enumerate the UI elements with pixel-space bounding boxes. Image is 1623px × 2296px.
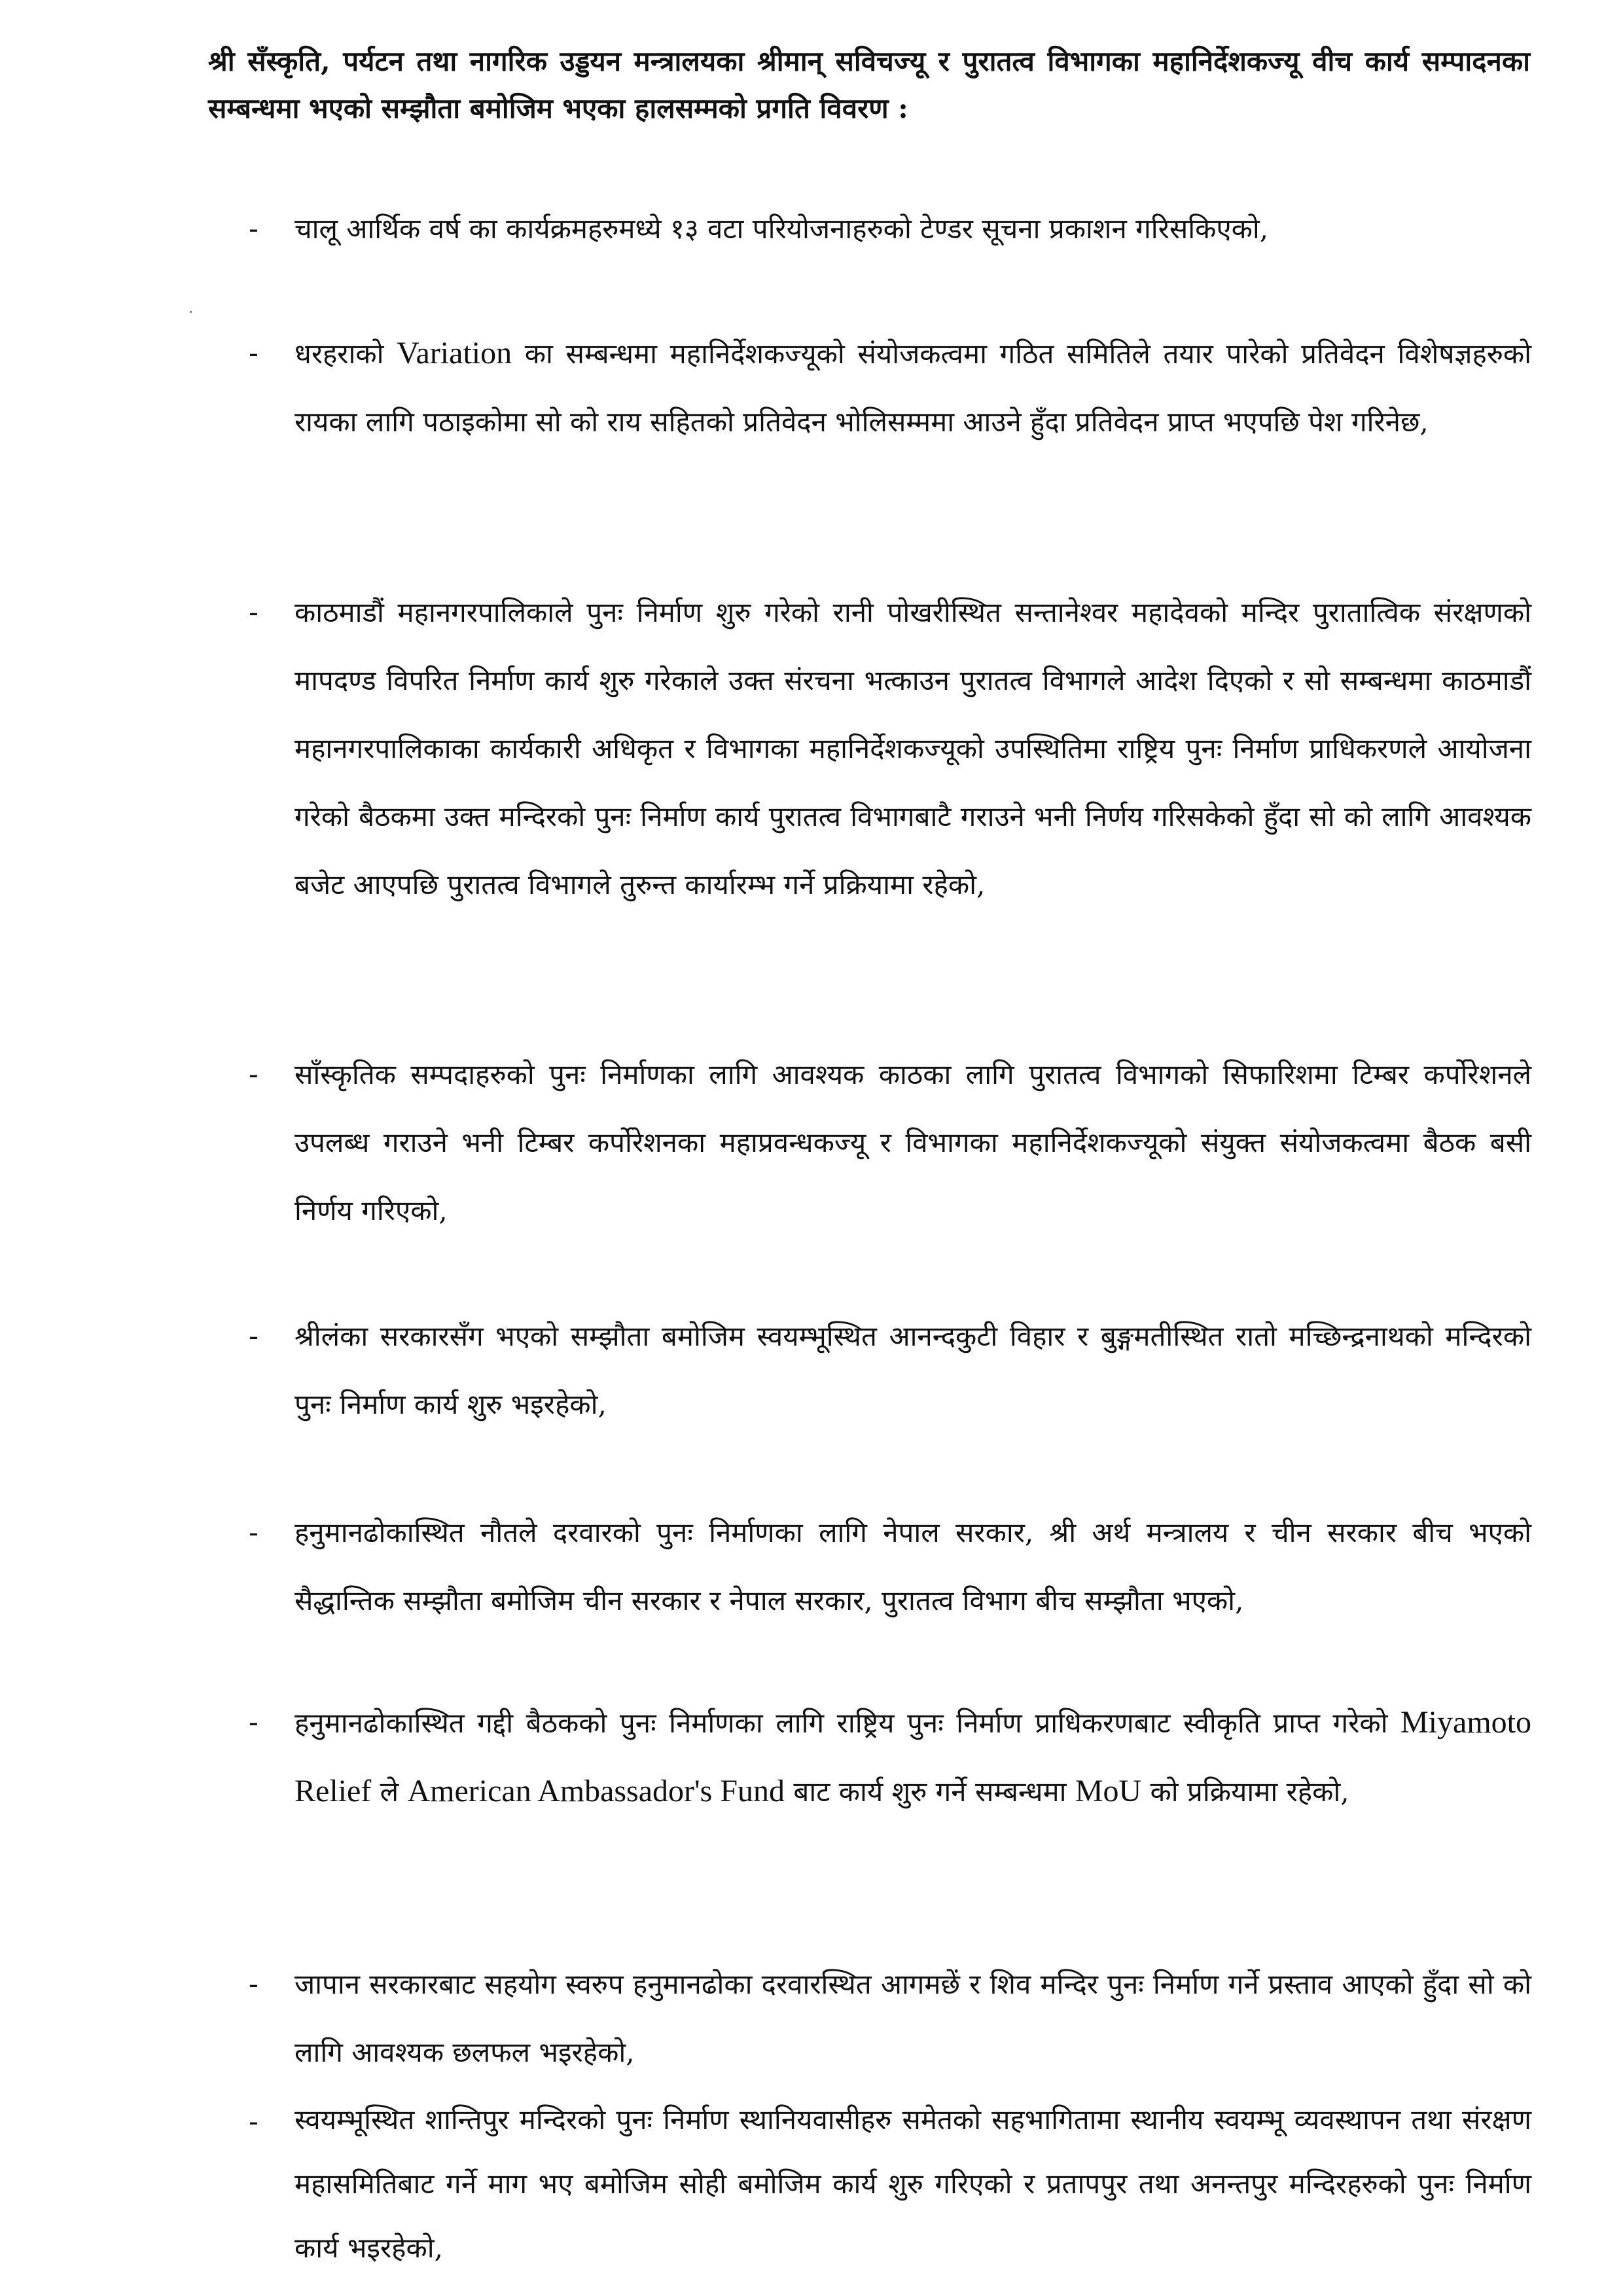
list-item-text: [294, 319, 1531, 456]
text-segment: को प्रक्रियामा रहेको,: [1150, 1776, 1349, 1808]
list-item-text: श्रीलंका सरकारसँग भएको सम्झौता बमोजिम स्वयम्भूस्थित आनन्दकुटी विहार र बुङ्गमतीस्थित रातो मच्छिन्द्रनाथको मन्दिरको पुनः निर्माण कार्य शुरु भइरहेको,: [294, 1320, 1531, 1420]
bullet-dash: -: [249, 1058, 259, 1091]
list-item-text: जापान सरकारबाट सहयोग स्वरुप हनुमानढोका दरवारस्थित आगमछें र शिव मन्दिर पुनः निर्माण गर्ने प्रस्ताव आएको हुँदा सो को लागि आवश्यक छलफल भइरहेको,: [294, 1968, 1531, 2068]
bullet-dash: -: [249, 1706, 259, 1739]
text-segment: का सम्बन्धमा महानिर्देशकज्यूको संयोजकत्वमा गठित समितिले तयार पारेको प्रतिवेदन विशेषज्ञहरुको रायका लागि पठाइकोमा सो को राय सहितको प्रतिवेदन भोलिसम्ममा आउने हुँदा प्रतिवेदन प्राप्त भएपछि पेश गरिनेछ,: [294, 338, 1532, 438]
text-segment: हनुमानढोकास्थित गद्दी बैठकको पुनः निर्माणका लागि राष्ट्रिय पुनः निर्माण प्राधिकरणबाट स्वीकृति प्राप्त गरेको: [294, 1707, 1388, 1739]
bullet-dash: -: [249, 336, 259, 370]
text-segment: धरहराको: [294, 338, 384, 370]
bullet-dash: -: [249, 212, 259, 245]
list-item-text: [294, 1689, 1531, 1826]
list-item-text: हनुमानढोकास्थित नौतले दरवारको पुनः निर्माणका लागि नेपाल सरकार, श्री अर्थ मन्त्रालय र चीन सरकार बीच भएको सैद्धान्तिक सम्झौता बमोजिम चीन सरकार र नेपाल सरकार, पुरातत्व विभाग बीच सम्झौता भएको,: [294, 1516, 1531, 1617]
bullet-dash: -: [249, 1967, 259, 2001]
text-segment: ले: [380, 1776, 399, 1808]
latin-term: American Ambassador's Fund: [407, 1774, 785, 1808]
text-segment: बाट कार्य शुरु गर्ने सम्बन्धमा: [793, 1776, 1067, 1808]
bullet-dash: -: [249, 1516, 259, 1549]
bullet-dash: -: [249, 596, 259, 629]
latin-term: Miyamoto Relief: [294, 1705, 1531, 1808]
list-item-text: काठमाडौं महानगरपालिकाले पुनः निर्माण शुरु गरेको रानी पोखरीस्थित सन्तानेश्वर महादेवको मन्दिर पुरातात्विक संरक्षणको मापदण्ड विपरित निर्माण कार्य शुरु गरेकाले उक्त संरचना भत्काउन पुरातत्व विभागले आदेश दिएको र सो सम्बन्धमा काठमाडौं महानगरपालिकाका कार्यकारी अधिकृत र विभागका महानिर्देशकज्यूको उपस्थितिमा राष्ट्रिय पुनः निर्माण प्राधिकरणले आयोजना गरेको बैठकमा उक्त मन्दिरको पुनः निर्माण कार्य पुरातत्व विभागबाटै गराउने भनी निर्णय गरिसकेको हुँदा सो को लागि आवश्यक बजेट आएपछि पुरातत्व विभागले तुरुन्त कार्यारम्भ गर्ने प्रक्रियामा रहेको,: [294, 596, 1531, 901]
list-item-text: स्वयम्भूस्थित शान्तिपुर मन्दिरको पुनः निर्माण स्थानियवासीहरु समेतको सहभागितामा स्थानीय स्वयम्भू व्यवस्थापन तथा संरक्षण महासमितिबाट गर्ने माग भए बमोजिम सोही बमोजिम कार्य शुरु गरिएको र प्रतापपुर तथा अनन्तपुर मन्दिरहरुको पुनः निर्माण कार्य भइरहेको,: [294, 2104, 1531, 2264]
list-item-text: चालू आर्थिक वर्ष का कार्यक्रमहरुमध्ये १३ वटा परियोजनाहरुको टेण्डर सूचना प्रकाशन गरिसकिएको,: [294, 213, 1269, 245]
latin-term: MoU: [1075, 1774, 1142, 1808]
bullet-dash: -: [249, 1319, 259, 1353]
latin-term: Variation: [397, 336, 512, 370]
list-item-text: साँस्कृतिक सम्पदाहरुको पुनः निर्माणका लागि आवश्यक काठका लागि पुरातत्व विभागको सिफारिशमा टिम्बर कर्पोरेशनले उपलब्ध गराउने भनी टिम्बर कर्पोरेशनका महाप्रवन्धकज्यू र विभागका महानिर्देशकज्यूको संयुक्त संयोजकत्वमा बैठक बसी निर्णय गरिएको,: [294, 1058, 1531, 1227]
bullet-dash: -: [249, 2105, 259, 2138]
document-heading: श्री सँस्कृति, पर्यटन तथा नागरिक उड्डयन मन्त्रालयका श्रीमान् सविचज्यू र पुरातत्व विभागका महानिर्देशकज्यू वीच कार्य सम्पादनका सम्बन्धमा भएको सम्झौता बमोजिम भएका हालसम्मको प्रगति विवरण :: [208, 45, 1530, 124]
